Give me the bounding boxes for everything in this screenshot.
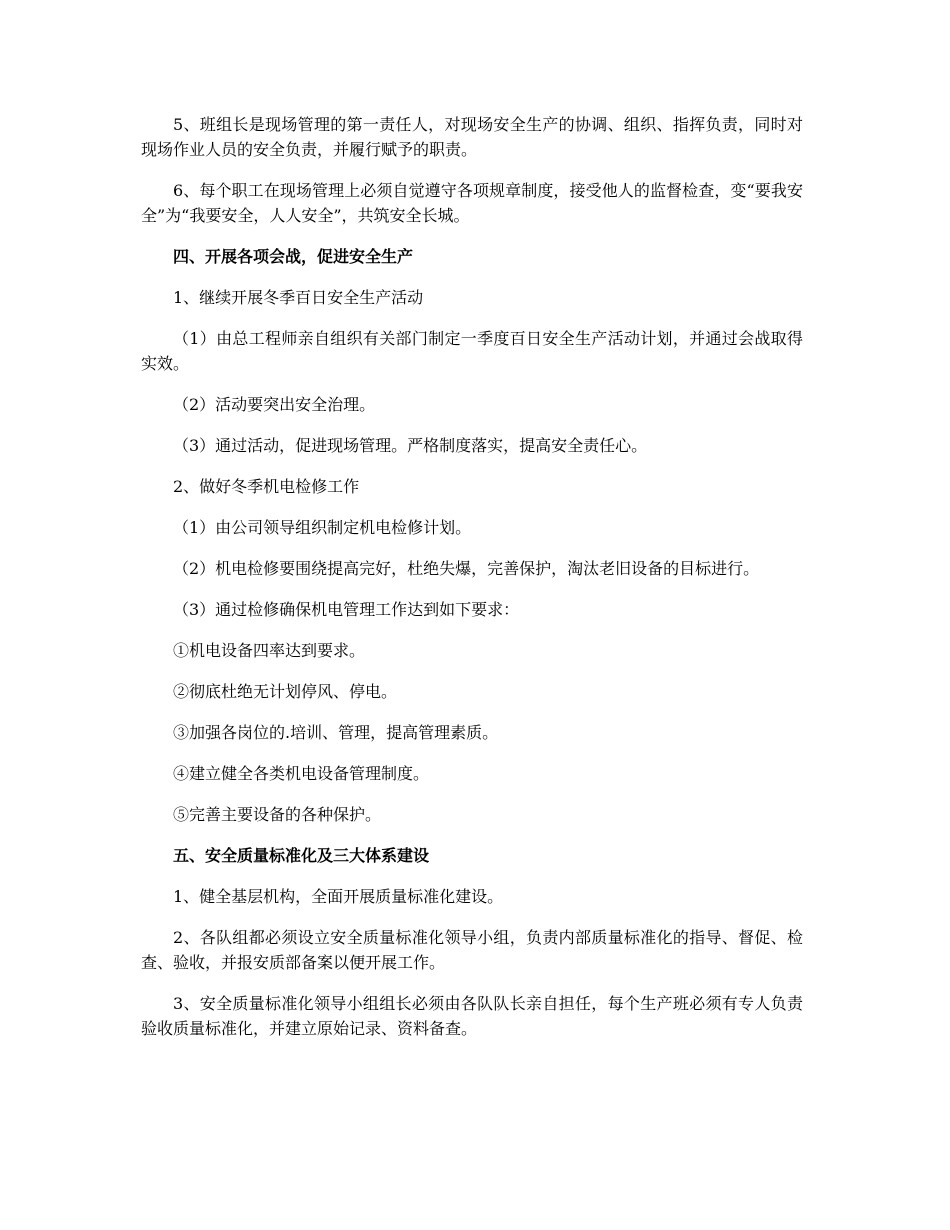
paragraph: 1、继续开展冬季百日安全生产活动: [173, 288, 424, 307]
section-heading: 五、安全质量标准化及三大体系建设: [173, 846, 430, 865]
paragraph: 2、各队组都必须设立安全质量标准化领导小组，负责内部质量标准化的指导、督促、检查、验收，并报安质部备案以便开展工作。: [141, 928, 803, 972]
list-item: ③加强各岗位的.培训、管理，提高管理素质。: [173, 723, 499, 742]
paragraph: （1）由总工程师亲自组织有关部门制定一季度百日安全生产活动计划，并通过会战取得实效。: [141, 329, 803, 373]
paragraph: 3、安全质量标准化领导小组组长必须由各队队长亲自担任，每个生产班必须有专人负责验收质量标准化，并建立原始记录、资料备查。: [141, 994, 803, 1038]
paragraph: 2、做好冬季机电检修工作: [173, 477, 360, 496]
document-body: [141, 112, 803, 1057]
list-item: ⑤完善主要设备的各种保护。: [173, 805, 382, 824]
section-heading: 四、开展各项会战，促进安全生产: [173, 247, 414, 266]
paragraph: 6、每个职工在现场管理上必须自觉遵守各项规章制度，接受他人的监督检查，变“要我安全”为“我要安全，人人安全”，共筑安全长城。: [141, 181, 803, 225]
paragraph: （2）机电检修要围绕提高完好，杜绝失爆，完善保护，淘汰老旧设备的目标进行。: [173, 559, 760, 578]
list-item: ④建立健全各类机电设备管理制度。: [173, 764, 430, 783]
list-item: ①机电设备四率达到要求。: [173, 641, 366, 660]
paragraph: （3）通过检修确保机电管理工作达到如下要求：: [173, 600, 520, 619]
paragraph: 5、班组长是现场管理的第一责任人，对现场安全生产的协调、组织、指挥负责，同时对现场作业人员的安全负责，并履行赋予的职责。: [141, 115, 803, 159]
paragraph: （3）通过活动，促进现场管理。严格制度落实，提高安全责任心。: [173, 436, 648, 455]
list-item: ②彻底杜绝无计划停风、停电。: [173, 682, 398, 701]
paragraph: 1、健全基层机构，全面开展质量标准化建设。: [173, 887, 504, 906]
paragraph: （2）活动要突出安全治理。: [173, 395, 376, 414]
paragraph: （1）由公司领导组织制定机电检修计划。: [173, 518, 472, 537]
